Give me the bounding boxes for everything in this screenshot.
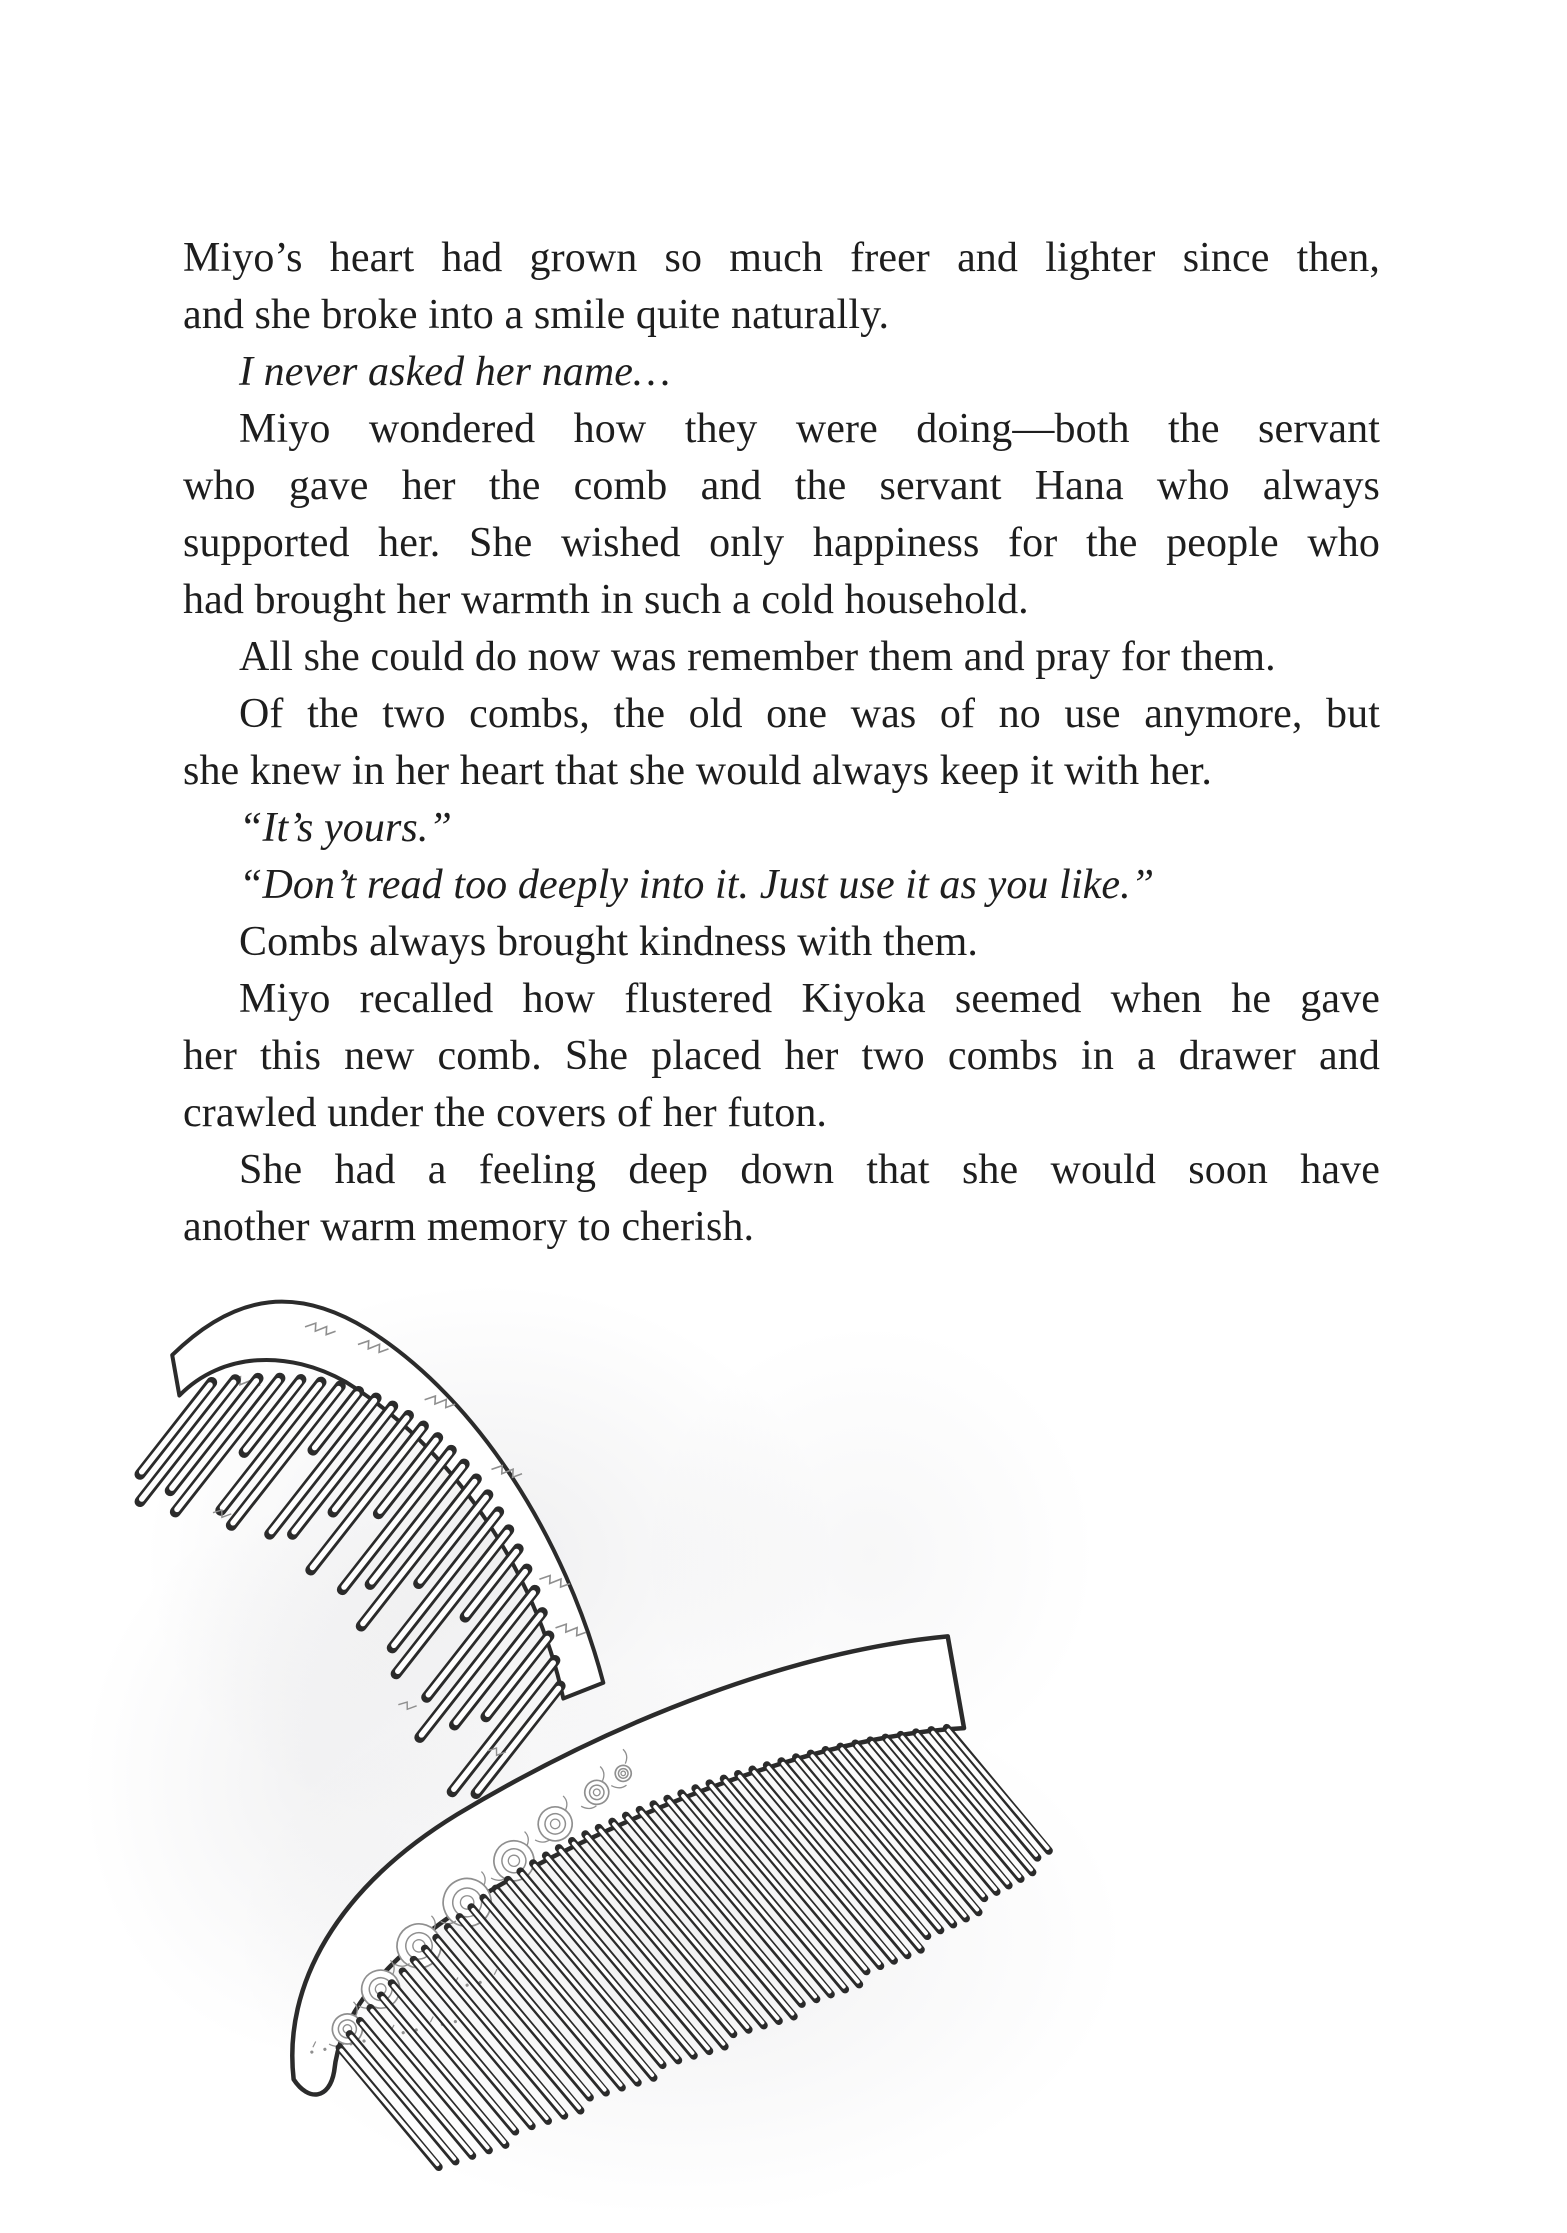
text-line: who gave her the comb and the servant Hana who always: [183, 463, 1380, 509]
text-line: and she broke into a smile quite naturally.: [183, 292, 890, 338]
text-line: “Don’t read too deeply into it. Just use it as you like.”: [239, 862, 1155, 908]
new-comb-illustration: [218, 1587, 1067, 2220]
comb-illustration: [0, 1225, 1567, 2233]
text-line: She had a feeling deep down that she would soon have: [239, 1147, 1380, 1193]
body-text: [183, 230, 1380, 1256]
paragraph: [183, 401, 1380, 629]
paragraph: [183, 914, 1380, 971]
text-line: supported her. She wished only happiness for the people who: [183, 520, 1380, 566]
text-line: All she could do now was remember them and pray for them.: [239, 634, 1276, 680]
paragraph: [183, 971, 1380, 1142]
paragraph: [183, 800, 1380, 857]
text-line: her this new comb. She placed her two combs in a drawer and: [183, 1033, 1380, 1079]
text-line: crawled under the covers of her futon.: [183, 1090, 828, 1136]
paragraph: [183, 629, 1380, 686]
paragraph: [183, 230, 1380, 344]
text-line: she knew in her heart that she would always keep it with her.: [183, 748, 1212, 794]
text-line: Of the two combs, the old one was of no use anymore, but: [239, 691, 1380, 737]
text-line: I never asked her name…: [239, 349, 671, 395]
text-line: Combs always brought kindness with them.: [239, 919, 978, 965]
text-line: another warm memory to cherish.: [183, 1204, 755, 1250]
paragraph: [183, 344, 1380, 401]
text-line: had brought her warmth in such a cold household.: [183, 577, 1029, 623]
text-line: “It’s yours.”: [239, 805, 452, 851]
text-line: Miyo recalled how flustered Kiyoka seemed when he gave: [239, 976, 1380, 1022]
text-line: Miyo wondered how they were doing—both the servant: [239, 406, 1380, 452]
paragraph: [183, 857, 1380, 914]
paragraph: [183, 686, 1380, 800]
text-line: Miyo’s heart had grown so much freer and lighter since then,: [183, 235, 1380, 281]
